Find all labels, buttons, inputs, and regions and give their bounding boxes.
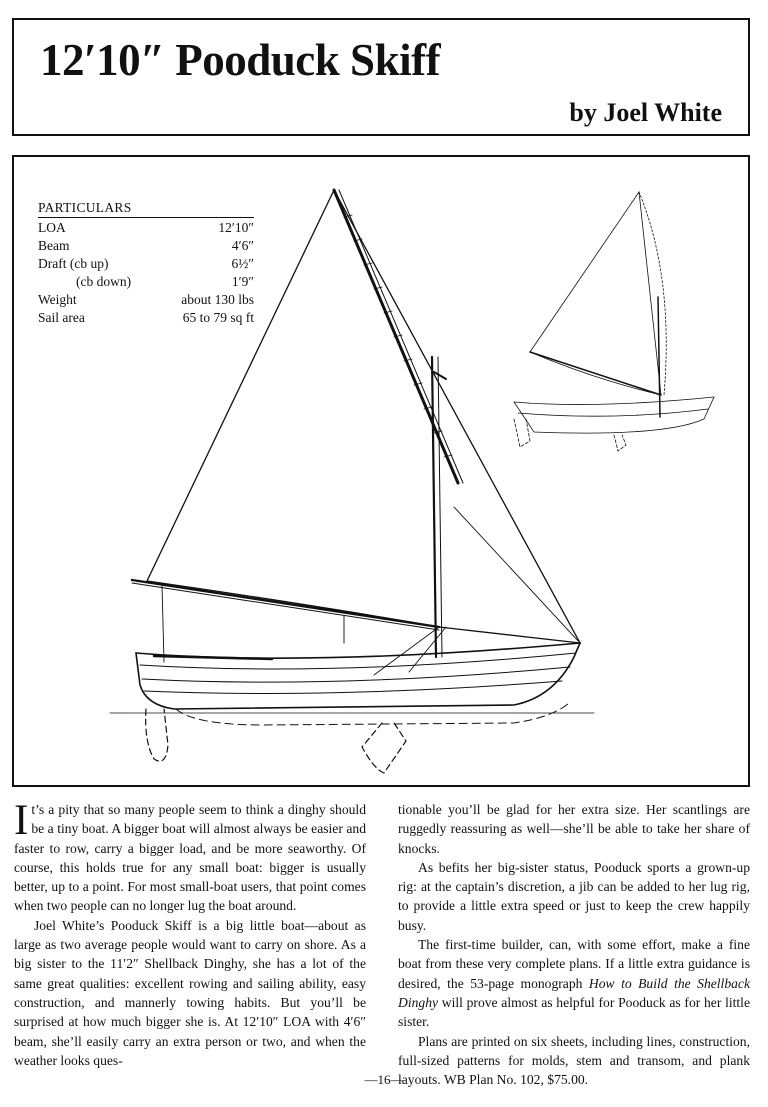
particulars-row — [38, 291, 254, 309]
particulars-row — [38, 255, 254, 273]
mast — [432, 357, 436, 657]
paragraph-text: The first-time builder, can, with some effort, make a fine boat from these very complete plans. If a little extra guidance is desired, the 53-page monograph — [398, 937, 750, 991]
page-number: —16— — [364, 1072, 404, 1087]
row-label: Beam — [38, 238, 70, 253]
row-value: about 130 lbs — [181, 292, 254, 307]
paragraph: Joel White’s Pooduck Skiff is a big little boat—about as large as two average people would want to carry on shore. As a big sister to the 11′2″ Shellback Dinghy, she has a lot of the same great qualities: excellent rowing and sailing ability, easy construction, and mannerly towing habits. But you’ll be surprised at how much bigger she is. At 12′10″ LOA with 4′6″ beam, she’ll easily carry an extra person or two, and when the weather looks ques- — [14, 917, 366, 1068]
paragraph: tionable you’ll be glad for her extra size. Her scantlings are ruggedly reassuring as well—she’ll be able to take her share of knocks. — [398, 802, 750, 856]
particulars-row — [38, 273, 254, 291]
book-title: How to Build the Shellback Dinghy — [398, 975, 750, 1010]
centerboard — [362, 723, 406, 773]
particulars-row — [38, 237, 254, 255]
row-value: 1′9″ — [231, 274, 254, 289]
plan-figure — [12, 155, 750, 787]
paragraph — [398, 935, 750, 1031]
page-title: 12′10″ Pooduck Skiff — [40, 35, 441, 85]
row-value: 12′10″ — [218, 220, 254, 235]
boom — [132, 580, 439, 627]
drop-cap: I — [14, 797, 29, 844]
byline: by Joel White — [569, 98, 722, 127]
paragraph-text: t’s a pity that so many people seem to think a dinghy should be a tiny boat. A bigger boat will almost always be easier and faster to row, carry a bigger load, and be more seaworthy. Of course, this holds true for any small boat: bigger is usually better, up to a point. For most small-boat users, that point comes when two people can no longer lug the boat around. — [14, 802, 366, 914]
paragraph-text: will prove almost as helpful for Pooduck as for her little sister. — [398, 994, 750, 1030]
row-label: Draft (cb up) — [38, 256, 109, 271]
row-value: 6½″ — [231, 256, 254, 271]
paragraph — [14, 797, 366, 916]
rudder — [146, 709, 168, 761]
row-label: (cb down) — [76, 274, 132, 289]
row-label: LOA — [38, 220, 66, 235]
particulars-row — [38, 309, 254, 327]
paragraph: As befits her big-sister status, Pooduck sports a grown-up rig: at the captain’s discretion, a jib can be added to her lug rig, to provide a little extra speed or just to keep the crew happily busy. — [398, 859, 750, 933]
paragraph: Plans are printed on six sheets, including lines, construction, full-sized patterns for molds, stem and transom, and plank layouts. WB Plan No. 102, $75.00. — [398, 1033, 750, 1088]
row-label: Sail area — [38, 310, 85, 325]
text-column-left — [14, 797, 366, 1070]
particulars-row — [38, 219, 254, 237]
hull — [136, 643, 580, 709]
text-column-right — [398, 800, 750, 1089]
inset-sail-plan — [514, 192, 714, 451]
title-box — [12, 18, 750, 136]
row-value: 65 to 79 sq ft — [182, 310, 254, 325]
particulars-heading: PARTICULARS — [38, 199, 254, 218]
row-value: 4′6″ — [231, 238, 254, 253]
row-label: Weight — [38, 292, 77, 307]
particulars-table — [38, 199, 254, 327]
